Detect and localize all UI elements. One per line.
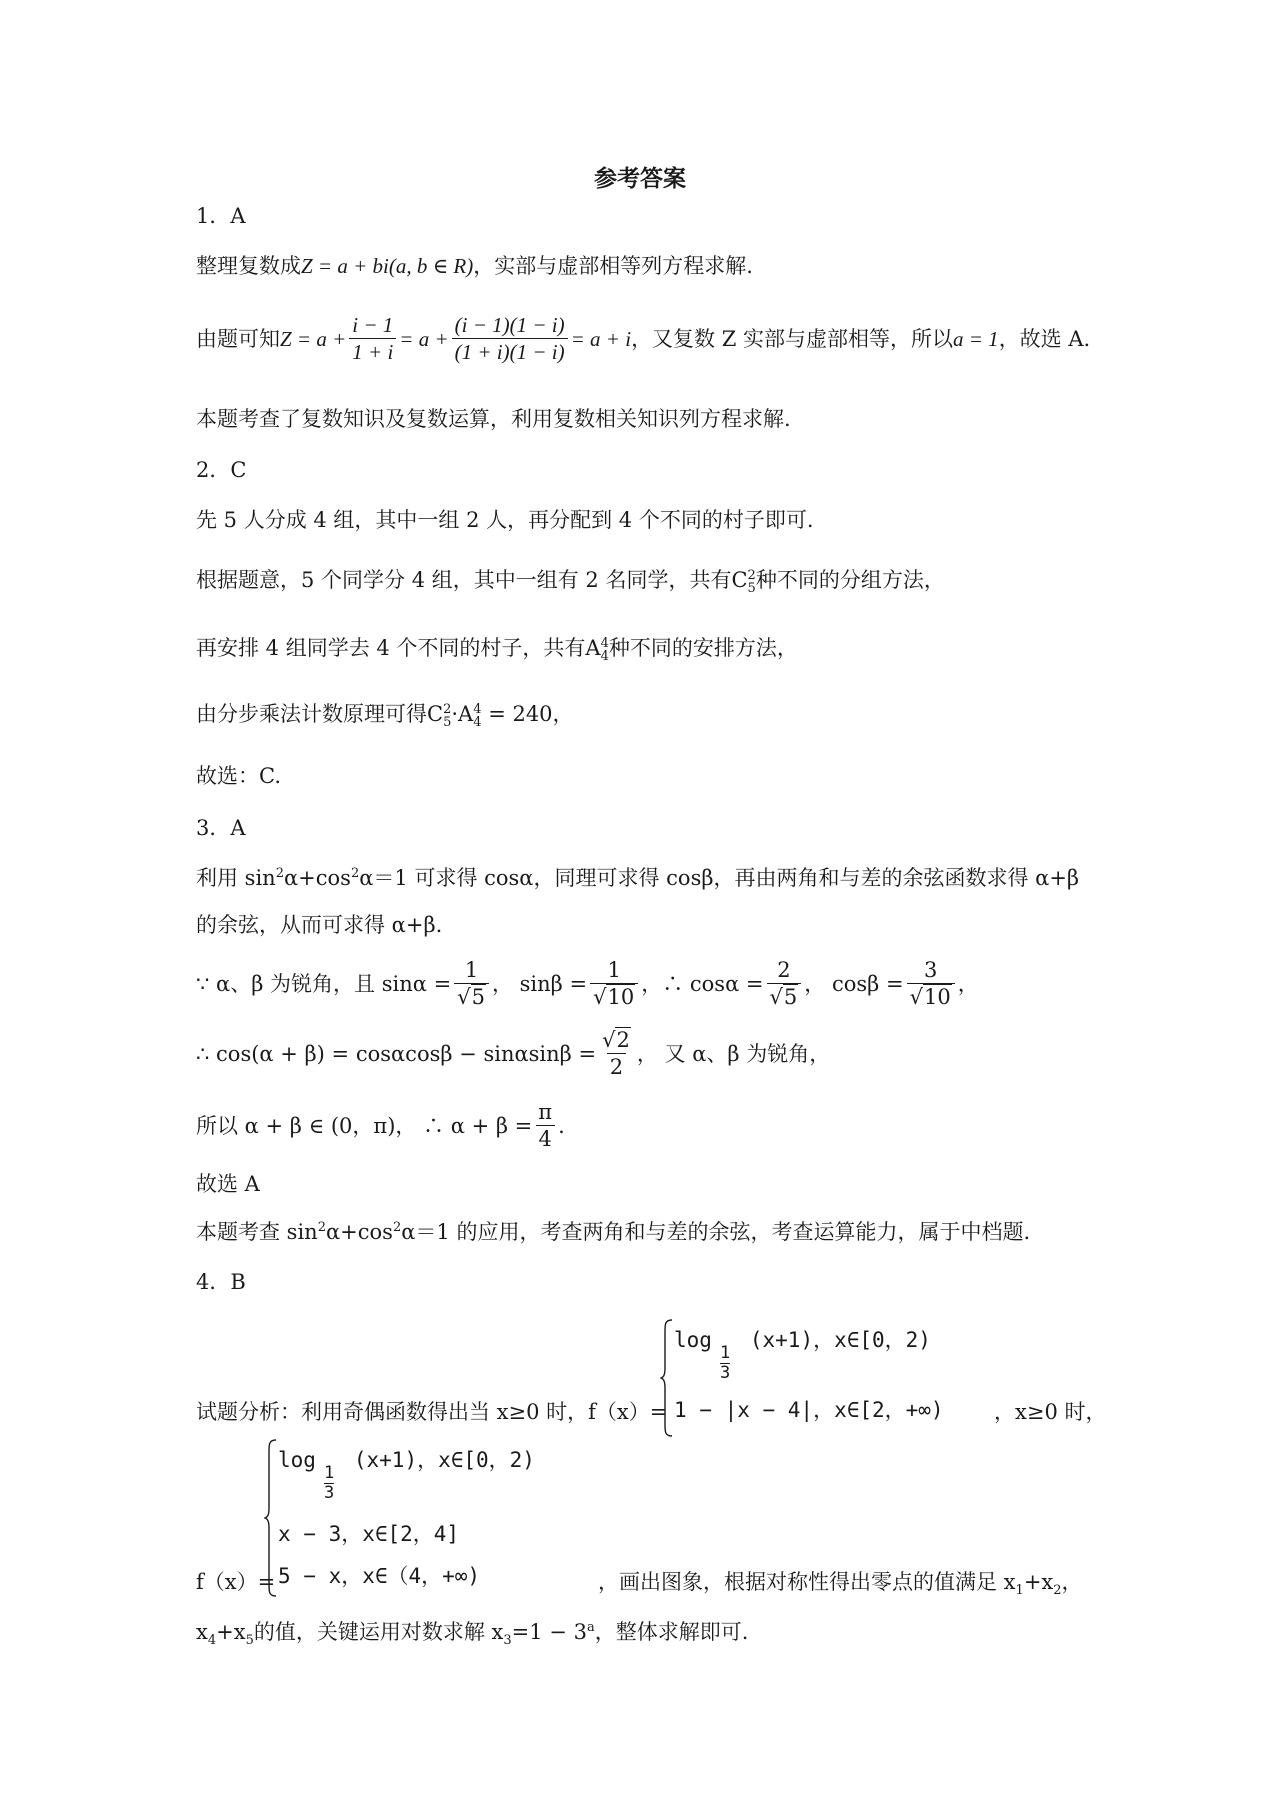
q3-frac-pi: $\frac{\pi}{4}$ bbox=[535, 1100, 555, 1152]
q3-frac-sin-a: $\frac{1}{√5}$ bbox=[454, 958, 489, 1010]
q3-frac-cos-b: $\frac{3}{√10}$ bbox=[907, 958, 955, 1010]
q1-hint-math: Z = a + bi(a, b ∈ R) bbox=[301, 254, 474, 278]
q2-conclusion: 故选：C. bbox=[196, 764, 281, 788]
q3-frac-sqrt2: $\frac{√2}{2}$ bbox=[602, 1028, 630, 1080]
q4-line-3: $x_4+x_5$的值，关键运用对数求解 $x_3=1 - 3^a$，整体求解即可. bbox=[196, 1620, 749, 1649]
q4-line-2: ，画出图象，根据对称性得出零点的值满足 $x_1+x_2$， bbox=[598, 1570, 1083, 1599]
q3-line-1: ∵ α、β 为锐角，且 sinα = $\frac{1}{√5}$ ， sinβ = $\frac{1}{√10}$ ，∴ cosα = $\frac{2}{√5}$ ， cosβ = $\frac{3}{√10}$ ， bbox=[196, 958, 979, 1010]
q4-line-1: 试题分析：利用奇偶函数得出当 x≥0 时，f（x）= bbox=[196, 1400, 668, 1424]
q2-answer: 2．C bbox=[196, 458, 247, 482]
q4-answer: 4．B bbox=[196, 1270, 246, 1294]
q3-line-2: ∴ cos(α + β) = cosαcosβ − sinαsinβ = $\frac{√2}{2}$ ， 又 α、β 为锐角， bbox=[196, 1028, 831, 1080]
q4-line-2-head: f（x）= bbox=[196, 1570, 276, 1594]
q3-hint-2: 的余弦，从而可求得 α+β. bbox=[196, 913, 443, 937]
q2-step-3: 由分步乘法计数原理可得C 2 5 ·A 4 4 = 240， bbox=[196, 701, 574, 730]
q2-hint: 先 5 人分成 4 组，其中一组 2 人，再分配到 4 个不同的村子即可. bbox=[196, 508, 814, 532]
q3-hint-1: 利用 $\sin^2\alpha+\cos^2\alpha=1$ 可求得 cosα，同理可求得 cosβ，再由两角和与差的余弦函数求得 α+β bbox=[196, 866, 1080, 890]
q3-line-3: 所以 α + β ∈ (0，π)， ∴ α + β = $\frac{\pi}{4}$ . bbox=[196, 1100, 565, 1152]
q1-hint: 整理复数成Z = a + bi(a, b ∈ R)，实部与虚部相等列方程求解. bbox=[196, 254, 753, 278]
q2-step-2: 再安排 4 组同学去 4 个不同的村子，共有A 4 4 种不同的安排方法， bbox=[196, 635, 798, 664]
q3-frac-cos-a: $\frac{2}{√5}$ bbox=[767, 958, 802, 1010]
q1-answer: 1．A bbox=[196, 204, 246, 228]
q1-comment: 本题考查了复数知识及复数运算，利用复数相关知识列方程求解. bbox=[196, 407, 791, 431]
q4-line-1-tail: ，x≥0 时， bbox=[994, 1400, 1107, 1424]
page-title: 参考答案 bbox=[594, 165, 686, 192]
q4-piecewise-1: log (x+1)，x∈[0，2) 1 3 1 − |x − 4|，x∈[2，+∞) bbox=[660, 1318, 980, 1438]
q1-frac-2: $\frac{(i - 1)(1 - i)}{(1 + i)(1 - i)}$ bbox=[452, 313, 568, 365]
q2-step-1: 根据题意，5 个同学分 4 组，其中一组有 2 名同学，共有C 2 5 种不同的分组方法， bbox=[196, 567, 945, 596]
q4-piecewise-2: log (x+1)，x∈[0，2) 1 3 x − 3，x∈[2，4] 5 − x，x∈（4，+∞) bbox=[264, 1438, 584, 1598]
q3-frac-sin-b: $\frac{1}{√10}$ bbox=[590, 958, 638, 1010]
q3-comment: 本题考查 $\sin^2\alpha+\cos^2\alpha=1$ 的应用，考查两角和与差的余弦，考查运算能力，属于中档题. bbox=[196, 1220, 1031, 1244]
q3-answer: 3．A bbox=[196, 816, 246, 840]
q3-conclusion: 故选 A bbox=[196, 1172, 260, 1196]
q1-solution: 由题可知 Z = a + $\frac{i - 1}{1 + i}$ = a + $\frac{(i - 1)(1 - i)}{(1 + i)(1 - i)}$ = a + i ，又复数 Z 实部与虚部相等，所以 a = 1 ，故选 A. bbox=[196, 313, 1091, 365]
q1-frac-1: $\frac{i - 1}{1 + i}$ bbox=[349, 313, 396, 365]
